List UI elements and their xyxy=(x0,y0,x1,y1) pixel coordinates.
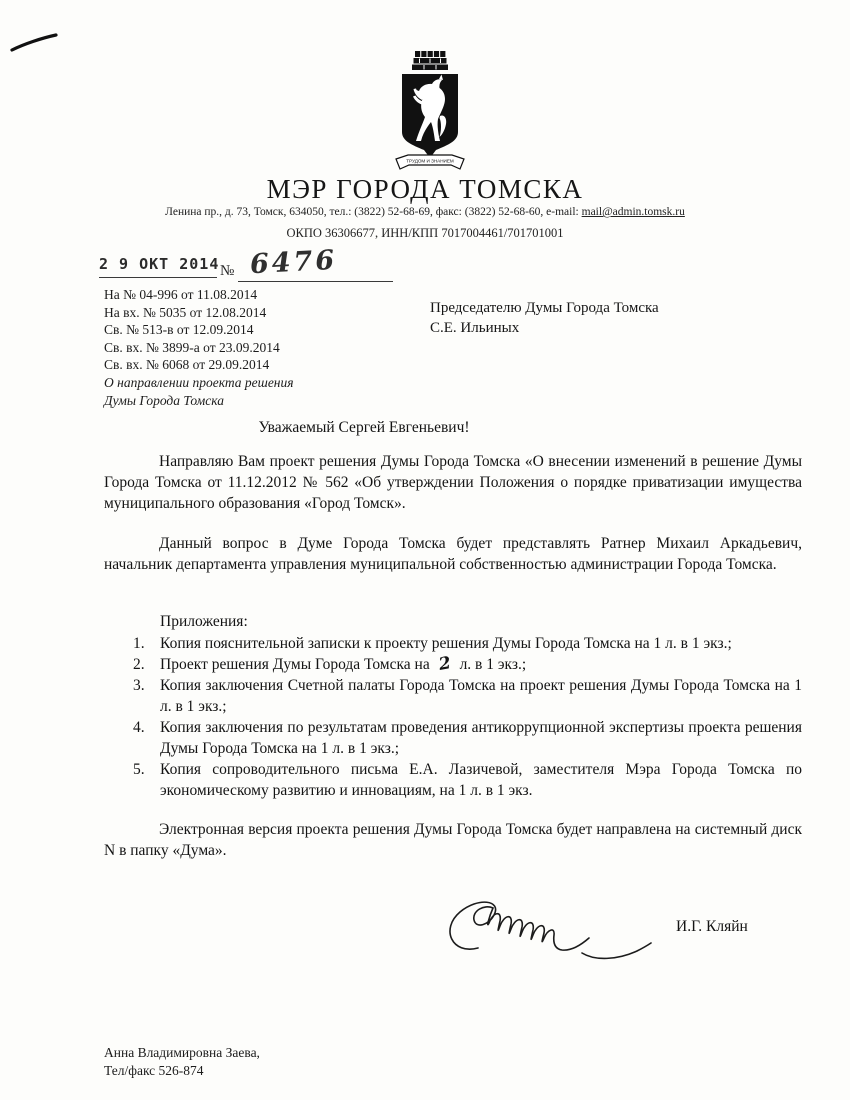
item-text: Копия сопроводительного письма Е.А. Лазичевой, заместителя Мэра Города Томска по экономическому развитию и инновациям, на 1 л. в 1 экз. xyxy=(160,761,802,799)
attachment-item xyxy=(133,759,802,801)
attachments-heading: Приложения: xyxy=(160,613,248,630)
item-text: Копия заключения по результатам проведения антикоррупционной экспертизы проекта решения Думы Города Томска на 1 л. в 1 экз.; xyxy=(160,719,802,757)
motto-text: ТРУДОМ И ЗНАНИЕМ xyxy=(406,158,454,164)
attachment-item xyxy=(133,717,802,759)
handwritten-signature xyxy=(432,893,682,968)
reference-line: На № 04-996 от 11.08.2014 xyxy=(104,287,258,302)
attachment-item xyxy=(133,654,802,675)
addressee-name: С.Е. Ильиных xyxy=(430,320,520,336)
reference-block xyxy=(104,286,424,409)
item-text-before: Проект решения Думы Города Томска на xyxy=(160,656,430,673)
mural-crown-icon xyxy=(412,51,448,70)
item-text: Копия заключения Счетной палаты Города Томска на проект решения Думы Города Томска на 1 л. в 1 экз.; xyxy=(160,677,802,715)
date-stamp: 2 9 ОКТ 2014 xyxy=(99,255,217,278)
item-text xyxy=(160,654,802,675)
reference-line: На вх. № 5035 от 12.08.2014 xyxy=(104,304,267,320)
reference-line: Св. вх. № 6068 от 29.09.2014 xyxy=(104,357,270,373)
subject-line: О направлении проекта решения xyxy=(104,374,294,390)
contact-line xyxy=(0,206,850,218)
item-number: 1. xyxy=(133,635,145,652)
handwritten-page-count: 2 xyxy=(436,653,453,675)
item-number: 2. xyxy=(133,656,145,673)
registration-codes: ОКПО 36306677, ИНН/КПП 7017004461/701701001 xyxy=(286,226,564,240)
contact-text: Ленина пр., д. 73, Томск, 634050, тел.: (3822) 52-68-69, факс: (3822) 52-68-60, e-mail: xyxy=(165,206,582,218)
item-text: Копия пояснительной записки к проекту решения Думы Города Томска на 1 л. в 1 экз.; xyxy=(160,635,732,652)
item-text-after: л. в 1 экз.; xyxy=(459,656,527,673)
salutation: Уважаемый Сергей Евгеньевич! xyxy=(258,419,470,436)
item-number: 4. xyxy=(133,719,145,736)
item-number: 3. xyxy=(133,677,145,694)
motto-ribbon-icon xyxy=(396,155,464,169)
body-paragraph-2: Данный вопрос в Думе Города Томска будет представлять Ратнер Михаил Аркадьевич, начальник департамента управления муниципальной собственностью администрации Города Томска. xyxy=(104,535,802,573)
body-paragraph-1: Направляю Вам проект решения Думы Города Томска «О внесении изменений в решение Думы Города Томска от 11.12.2012 № 562 «Об утверждении Положения о порядке приватизации имущества муниципального образования «Город Томск». xyxy=(104,453,802,512)
signer-name: И.Г. Кляйн xyxy=(676,918,748,935)
executor-phone: Тел/факс 526-874 xyxy=(104,1062,204,1078)
tomsk-coat-of-arms xyxy=(388,38,472,178)
reference-line: Св. вх. № 3899-а от 23.09.2014 xyxy=(104,339,280,355)
executor-contact-block xyxy=(104,1044,260,1079)
attachment-item xyxy=(133,675,802,717)
pen-stroke-mark xyxy=(4,24,74,64)
shield-horse-icon xyxy=(402,74,458,158)
handwritten-document-number: 6476 xyxy=(249,244,338,281)
reference-line: Св. № 513-в от 12.09.2014 xyxy=(104,322,254,338)
attachment-item xyxy=(133,633,802,654)
number-underline xyxy=(238,281,393,282)
organization-name: МЭР ГОРОДА ТОМСКА xyxy=(266,174,584,204)
item-number: 5. xyxy=(133,761,145,778)
subject-line: Думы Города Томска xyxy=(104,392,224,408)
addressee-title: Председателю Думы Города Томска xyxy=(430,300,659,316)
executor-name: Анна Владимировна Заева, xyxy=(104,1045,260,1060)
attachments-list xyxy=(133,633,802,801)
email-address: mail@admin.tomsk.ru xyxy=(581,206,685,218)
addressee-block xyxy=(430,298,770,338)
number-sign: № xyxy=(220,263,235,279)
closing-paragraph: Электронная версия проекта решения Думы Города Томска будет направлена на системный диск N в папку «Дума». xyxy=(104,821,802,859)
